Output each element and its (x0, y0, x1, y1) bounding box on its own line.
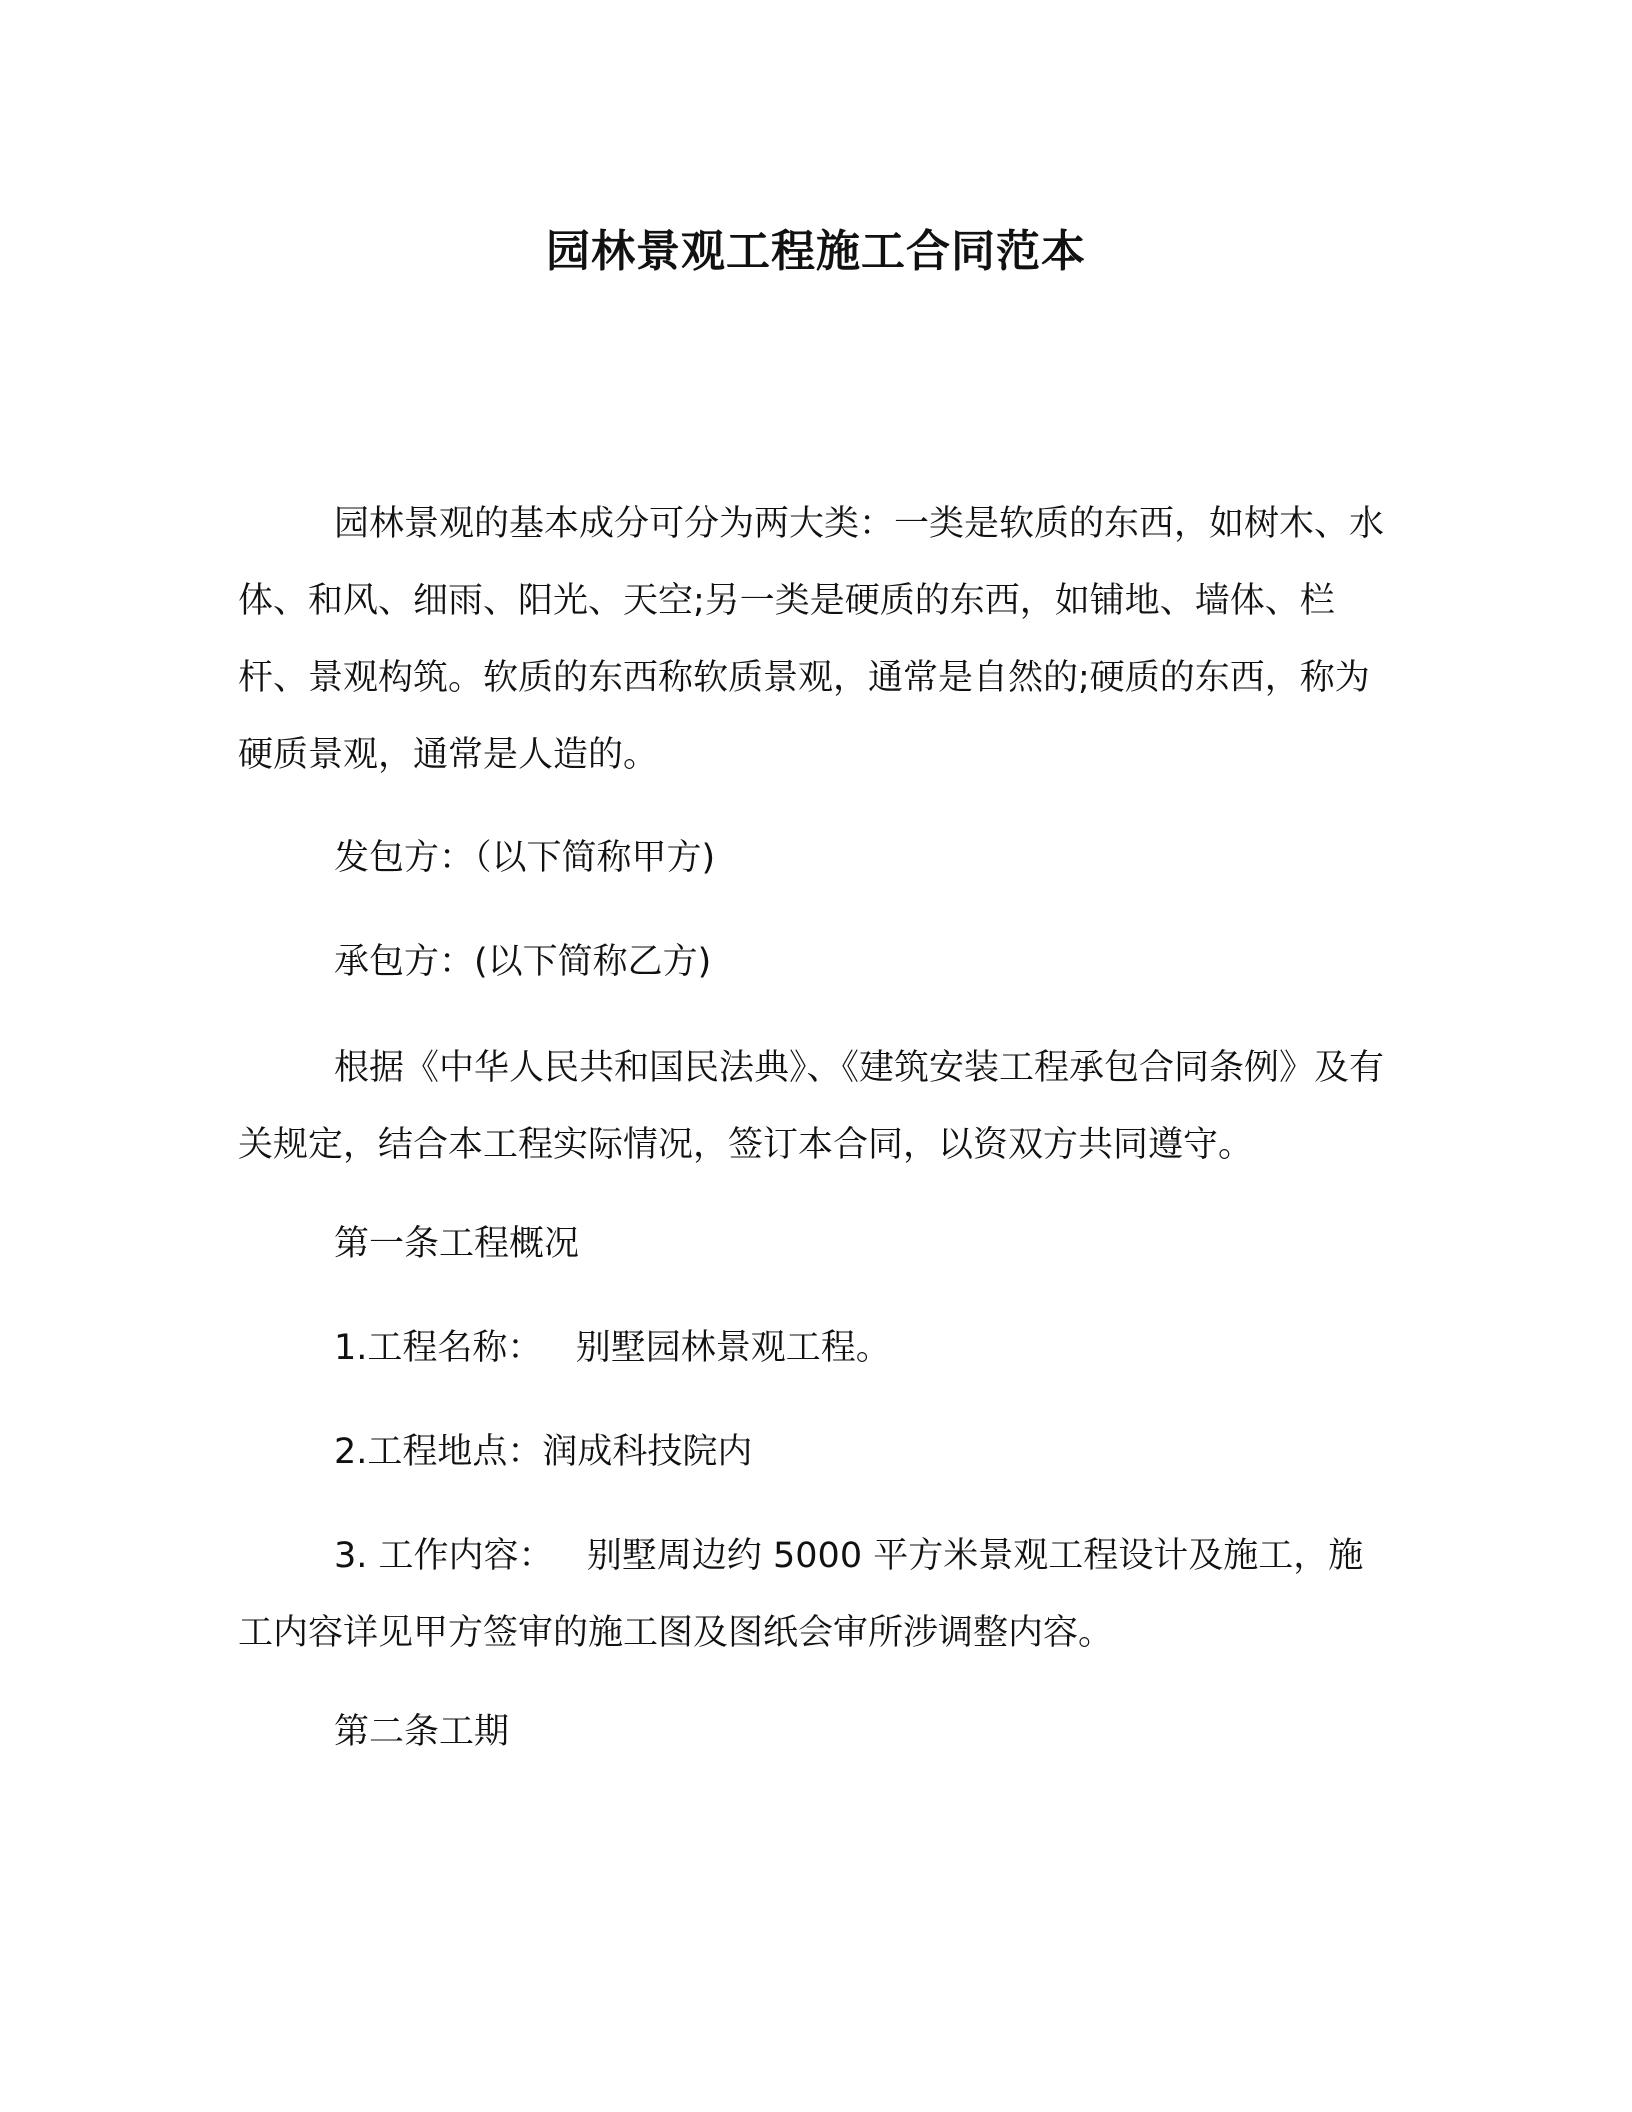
party-a-line: 发包方：（以下简称甲方) (334, 838, 716, 878)
article-2-heading: 第二条工期 (334, 1712, 510, 1752)
work-content-item: 3. 工作内容： 别墅周边约 5000 平方米景观工程设计及施工，施工内容详见甲方签审的施工图及图纸会审所涉调整内容。 (238, 1536, 1364, 1653)
party-b-line: 承包方：(以下简称乙方) (334, 942, 712, 982)
basis-paragraph: 根据《中华人民共和国民法典》、《建筑安装工程承包合同条例》及有关规定，结合本工程实际情况，签订本合同，以资双方共同遵守。 (238, 1048, 1385, 1165)
intro-paragraph: 园林景观的基本成分可分为两大类：一类是软质的东西，如树木、水体、和风、细雨、阳光、天空;另一类是硬质的东西，如铺地、墙体、栏杆、景观构筑。软质的东西称软质景观，通常是自然的;硬质的东西，称为硬质景观，通常是人造的。 (238, 504, 1385, 775)
article-1-heading: 第一条工程概况 (334, 1224, 580, 1264)
project-location-item: 2.工程地点：润成科技院内 (334, 1432, 753, 1472)
project-name-item: 1.工程名称： 别墅园林景观工程。 (334, 1328, 891, 1368)
document-title: 园林景观工程施工合同范本 (546, 226, 1086, 277)
